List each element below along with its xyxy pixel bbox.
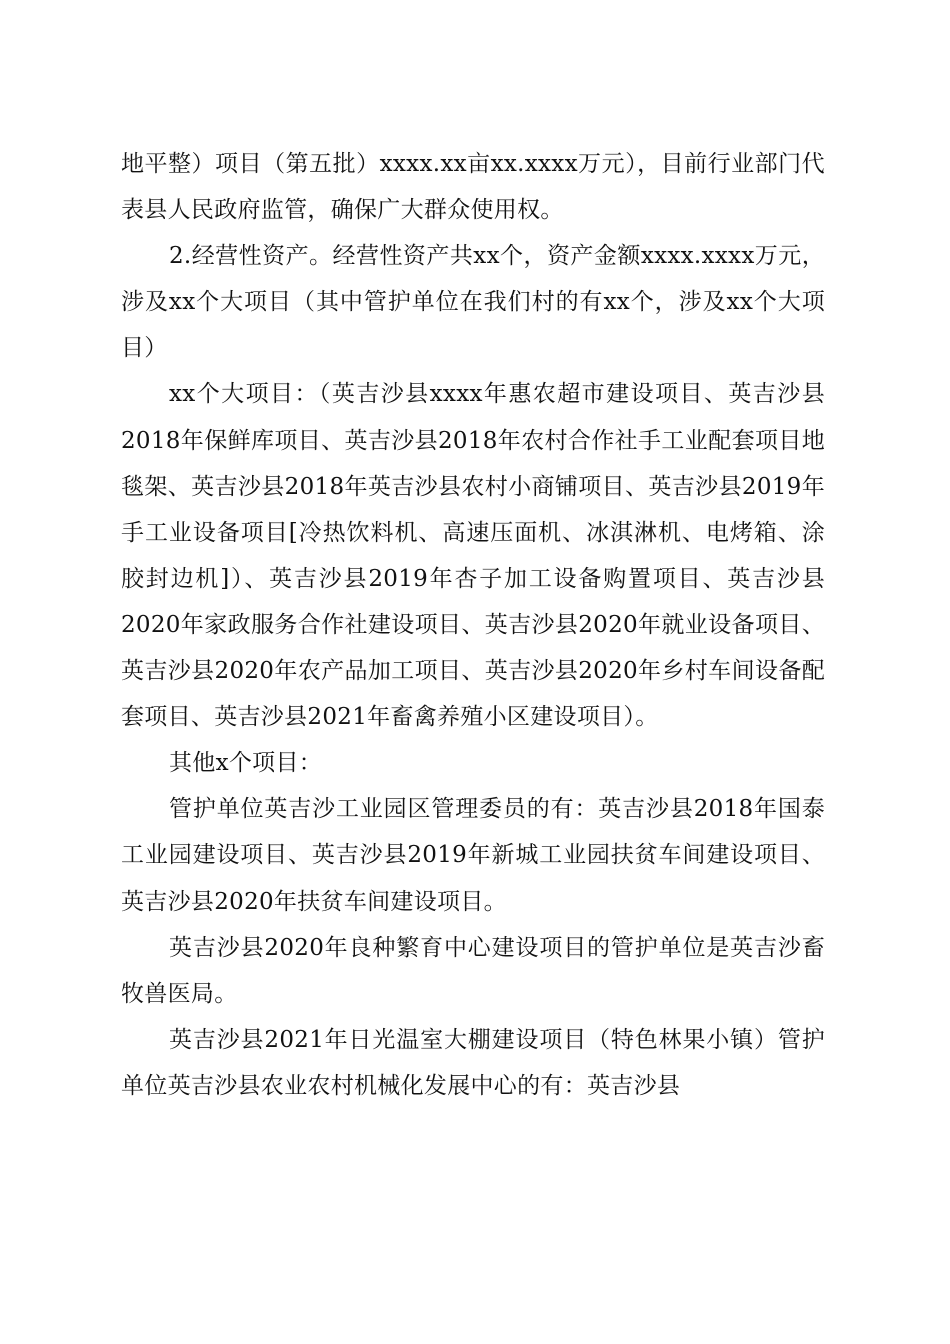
paragraph-operating-assets: 2.经营性资产。经营性资产共xx个，资产金额xxxx.xxxx万元，涉及xx个大项目（其中管护单位在我们村的有xx个，涉及xx个大项目） bbox=[121, 243, 825, 362]
paragraph-land-leveling-continuation: 地平整）项目（第五批）xxxx.xx亩xx.xxxx万元），目前行业部门代表县人民政府监管，确保广大群众使用权。 bbox=[121, 151, 825, 224]
document-body bbox=[121, 141, 825, 1109]
paragraph-industrial-park-projects: 管护单位英吉沙工业园区管理委员的有：英吉沙县2018年国泰工业园建设项目、英吉沙县2019年新城工业园扶贫车间建设项目、英吉沙县2020年扶贫车间建设项目。 bbox=[121, 796, 825, 915]
paragraph-breeding-center-project: 英吉沙县2020年良种繁育中心建设项目的管护单位是英吉沙畜牧兽医局。 bbox=[121, 934, 825, 1007]
paragraph-greenhouse-project: 英吉沙县2021年日光温室大棚建设项目（特色林果小镇）管护单位英吉沙县农业农村机械化发展中心的有：英吉沙县 bbox=[121, 1026, 825, 1099]
paragraph-other-projects-heading: 其他x个项目： bbox=[169, 750, 323, 777]
paragraph-major-projects-list: xx个大项目：（英吉沙县xxxx年惠农超市建设项目、英吉沙县2018年保鲜库项目、英吉沙县2018年农村合作社手工业配套项目地毯架、英吉沙县2018年英吉沙县农村小商铺项目、英吉沙县2019年手工业设备项目[冷热饮料机、高速压面机、冰淇淋机、电烤箱、涂胶封边机]）、英吉沙县2019年杏子加工设备购置项目、英吉沙县2020年家政服务合作社建设项目、英吉沙县2020年就业设备项目、英吉沙县2020年农产品加工项目、英吉沙县2020年乡村车间设备配套项目、英吉沙县2021年畜禽养殖小区建设项目）。 bbox=[121, 381, 825, 731]
